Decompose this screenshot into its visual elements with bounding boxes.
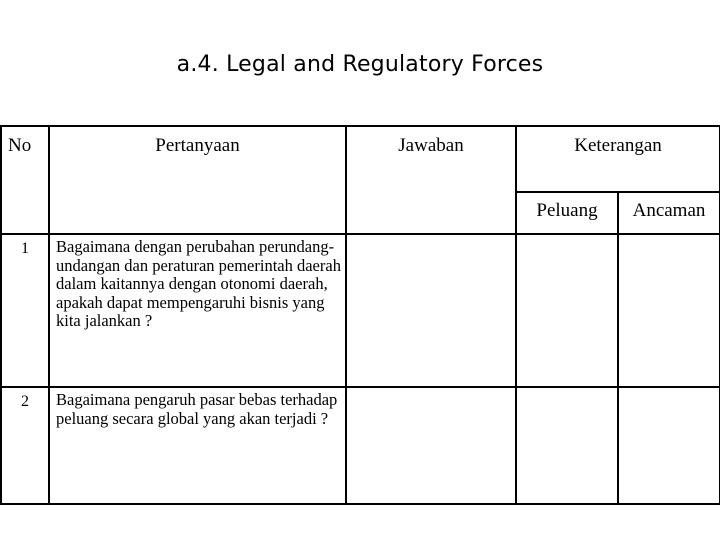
threat-cell <box>618 387 720 504</box>
question-table <box>0 125 720 505</box>
threat-cell <box>618 234 720 387</box>
header-row <box>1 126 720 192</box>
header-no: No <box>1 126 49 234</box>
table-row <box>1 387 720 504</box>
header-threat: Ancaman <box>618 192 720 234</box>
opportunity-cell <box>516 387 618 504</box>
table-row <box>1 234 720 387</box>
header-answer: Jawaban <box>346 126 516 234</box>
answer-cell <box>346 234 516 387</box>
header-notes: Keterangan <box>516 126 720 192</box>
header-question: Pertanyaan <box>49 126 346 234</box>
opportunity-cell <box>516 234 618 387</box>
answer-cell <box>346 387 516 504</box>
slide-title: a.4. Legal and Regulatory Forces <box>176 52 544 77</box>
row-number: 1 <box>1 234 49 387</box>
header-opportunity: Peluang <box>516 192 618 234</box>
row-number: 2 <box>1 387 49 504</box>
question-cell: Bagaimana dengan perubahan perundang-undangan dan peraturan pemerintah daerah dalam kaitannya dengan otonomi daerah, apakah dapat mempengaruhi bisnis yang kita jalankan ? <box>49 234 346 387</box>
question-cell: Bagaimana pengaruh pasar bebas terhadap peluang secara global yang akan terjadi ? <box>49 387 346 504</box>
